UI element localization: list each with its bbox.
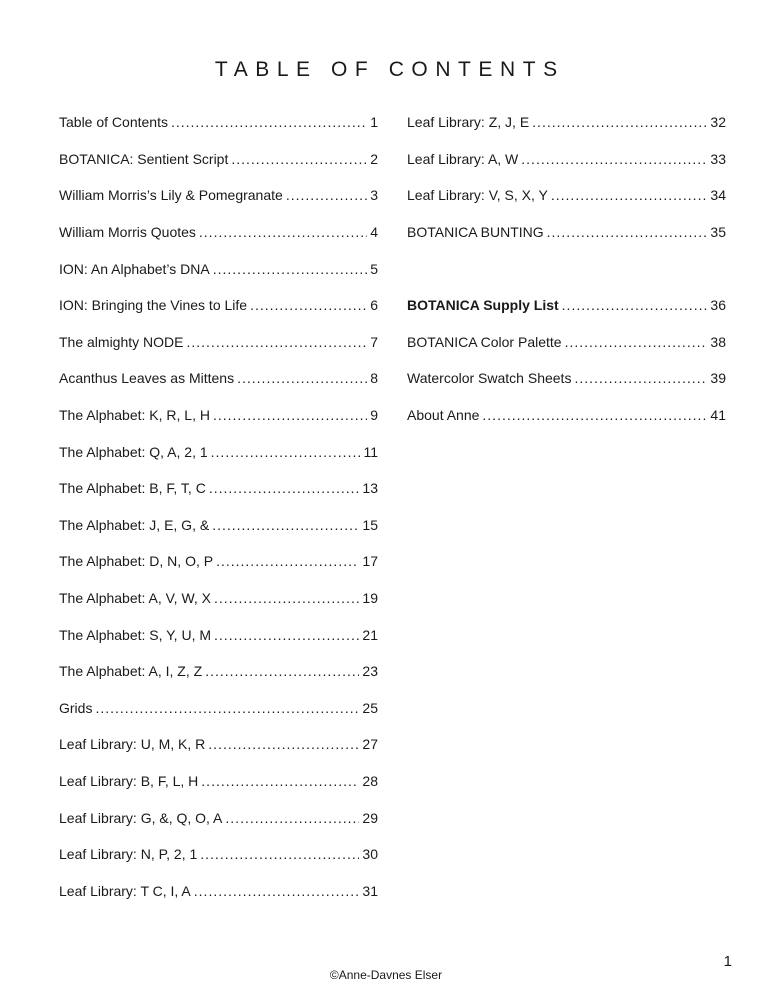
entry-page-number: 35	[710, 224, 726, 241]
dot-leader	[225, 810, 359, 826]
dot-leader	[214, 590, 359, 606]
entry-title: BOTANICA Color Palette	[407, 333, 562, 350]
entry-page-number: 28	[362, 772, 378, 789]
dot-leader	[200, 846, 359, 862]
toc-entry[interactable]	[59, 397, 378, 434]
entry-title: Acanthus Leaves as Mittens	[59, 370, 235, 387]
entry-page-number: 7	[370, 333, 378, 350]
entry-title: ION: An Alphabet’s DNA	[59, 260, 210, 277]
dot-leader	[532, 114, 707, 130]
toc-entry[interactable]	[59, 836, 378, 873]
entry-title: Table of Contents	[59, 114, 168, 131]
dot-leader	[562, 297, 708, 313]
toc-entry[interactable]	[59, 799, 378, 836]
toc-entry[interactable]	[59, 507, 378, 544]
entry-page-number: 11	[363, 443, 378, 460]
toc-entry[interactable]	[59, 616, 378, 653]
entry-title: Leaf Library: B, F, L, H	[59, 772, 199, 789]
entry-page-number: 23	[362, 663, 378, 680]
toc-entry[interactable]	[59, 141, 378, 178]
entry-title: BOTANICA BUNTING	[407, 224, 544, 241]
toc-entry[interactable]	[407, 397, 726, 434]
entry-page-number: 33	[710, 150, 726, 167]
dot-leader	[209, 480, 360, 496]
dot-leader	[171, 114, 367, 130]
entry-title: Leaf Library: U, M, K, R	[59, 736, 206, 753]
dot-leader	[214, 627, 359, 643]
toc-right-column	[407, 104, 726, 433]
entry-page-number: 34	[710, 187, 726, 204]
entry-page-number: 31	[362, 882, 378, 899]
dot-leader	[95, 700, 359, 716]
entry-page-number: 3	[370, 187, 378, 204]
page-number: 1	[723, 953, 732, 970]
toc-entry[interactable]	[407, 141, 726, 178]
entry-title: Leaf Library: V, S, X, Y	[407, 187, 548, 204]
toc-entry[interactable]	[59, 763, 378, 800]
entry-page-number: 1	[370, 114, 378, 131]
dot-leader	[205, 663, 359, 679]
entry-title: Leaf Library: Z, J, E	[407, 114, 530, 131]
entry-page-number: 17	[362, 553, 378, 570]
dot-leader	[194, 883, 360, 899]
dot-leader	[237, 370, 367, 386]
toc-left-column	[59, 104, 378, 909]
toc-entry[interactable]	[407, 177, 726, 214]
entry-title: Watercolor Swatch Sheets	[407, 370, 572, 387]
entry-page-number: 19	[362, 590, 378, 607]
entry-page-number: 9	[370, 407, 378, 424]
entry-page-number: 2	[370, 150, 378, 167]
entry-title: The Alphabet: D, N, O, P	[59, 553, 214, 570]
entry-page-number: 8	[370, 370, 378, 387]
dot-leader	[186, 334, 367, 350]
entry-title: About Anne	[407, 407, 480, 424]
entry-page-number: 39	[710, 370, 726, 387]
entry-page-number: 5	[370, 260, 378, 277]
entry-title: Leaf Library: N, P, 2, 1	[59, 846, 198, 863]
dot-leader	[208, 736, 359, 752]
toc-entry[interactable]	[59, 872, 378, 909]
toc-entry[interactable]	[59, 287, 378, 324]
entry-page-number: 41	[710, 407, 726, 424]
entry-title: Leaf Library: A, W	[407, 150, 519, 167]
entry-page-number: 36	[710, 297, 726, 314]
toc-entry[interactable]	[407, 360, 726, 397]
entry-title: William Morris Quotes	[59, 224, 196, 241]
entry-title: William Morris’s Lily & Pomegranate	[59, 187, 283, 204]
entry-page-number: 13	[362, 480, 378, 497]
dot-leader	[201, 773, 359, 789]
entry-title: The Alphabet: S, Y, U, M	[59, 626, 212, 643]
dot-leader	[547, 224, 708, 240]
copyright-notice: ©Anne-Davnes Elser	[329, 968, 443, 982]
toc-entry[interactable]	[59, 104, 378, 141]
entry-title: The Alphabet: A, V, W, X	[59, 590, 212, 607]
entry-page-number: 30	[362, 846, 378, 863]
entry-title: Grids	[59, 699, 93, 716]
toc-entry[interactable]	[59, 580, 378, 617]
entry-page-number: 25	[362, 699, 378, 716]
dot-leader	[551, 187, 708, 203]
entry-page-number: 21	[362, 626, 378, 643]
toc-entry[interactable]	[59, 543, 378, 580]
toc-entry[interactable]	[59, 653, 378, 690]
entry-title: BOTANICA: Sentient Script	[59, 150, 229, 167]
dot-leader	[521, 151, 707, 167]
toc-entry[interactable]	[407, 287, 726, 324]
entry-page-number: 4	[370, 224, 378, 241]
dot-leader	[250, 297, 367, 313]
entry-title: The Alphabet: Q, A, 2, 1	[59, 443, 208, 460]
dot-leader	[213, 261, 367, 277]
dot-leader	[286, 187, 367, 203]
toc-entry[interactable]	[59, 250, 378, 287]
toc-entry[interactable]	[59, 360, 378, 397]
toc-entry[interactable]	[59, 433, 378, 470]
entry-title: The Alphabet: K, R, L, H	[59, 407, 210, 424]
entry-page-number: 15	[362, 516, 378, 533]
toc-entry[interactable]	[407, 214, 726, 251]
entry-title: Leaf Library: T C, I, A	[59, 882, 191, 899]
dot-leader	[213, 407, 367, 423]
entry-title: The Alphabet: A, I, Z, Z	[59, 663, 203, 680]
entry-page-number: 32	[710, 114, 726, 131]
entry-page-number: 27	[362, 736, 378, 753]
toc-entry[interactable]	[59, 726, 378, 763]
toc-entry[interactable]	[59, 177, 378, 214]
dot-leader	[482, 407, 707, 423]
toc-entry[interactable]	[59, 470, 378, 507]
dot-leader	[199, 224, 367, 240]
entry-page-number: 6	[370, 297, 378, 314]
toc-entry[interactable]	[59, 690, 378, 727]
toc-entry[interactable]	[59, 324, 378, 361]
dot-leader	[212, 517, 359, 533]
entry-title: The Alphabet: B, F, T, C	[59, 480, 206, 497]
toc-entry[interactable]	[59, 214, 378, 251]
entry-title: The almighty NODE	[59, 333, 184, 350]
toc-entry[interactable]	[407, 324, 726, 361]
entry-title: BOTANICA Supply List	[407, 297, 559, 314]
dot-leader	[231, 151, 367, 167]
dot-leader	[216, 553, 359, 569]
entry-title: ION: Bringing the Vines to Life	[59, 297, 248, 314]
toc-entry[interactable]	[407, 104, 726, 141]
entry-page-number: 29	[362, 809, 378, 826]
entry-page-number: 38	[710, 333, 726, 350]
toc-spacer	[407, 250, 726, 287]
dot-leader	[211, 444, 361, 460]
page-title: TABLE OF CONTENTS	[214, 58, 565, 81]
entry-title: Leaf Library: G, &, Q, O, A	[59, 809, 223, 826]
dot-leader	[574, 370, 707, 386]
dot-leader	[565, 334, 708, 350]
entry-title: The Alphabet: J, E, G, &	[59, 516, 210, 533]
